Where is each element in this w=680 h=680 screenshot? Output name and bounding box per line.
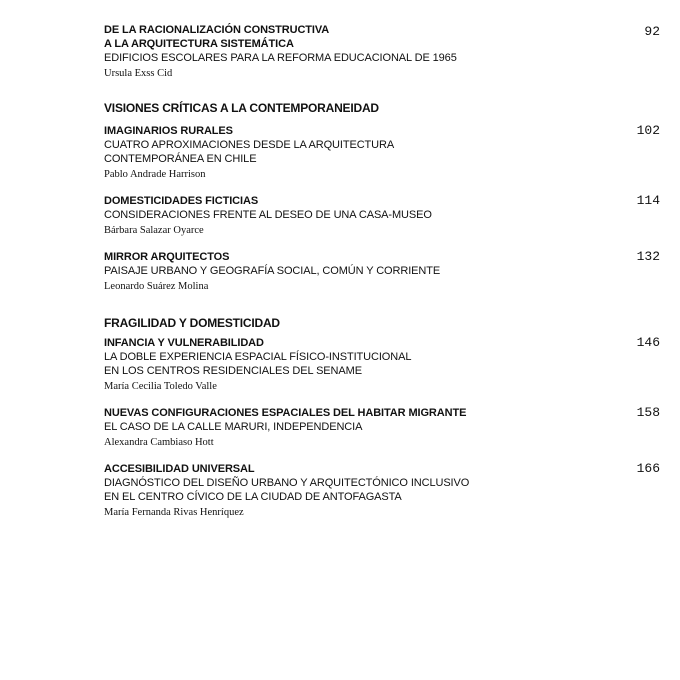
- entry-title: MIRROR ARQUITECTOS: [104, 251, 230, 263]
- entry-page-number: 102: [636, 123, 660, 138]
- entry-author: Bárbara Salazar Oyarce: [104, 225, 204, 236]
- entry-subtitle: EDIFICIOS ESCOLARES PARA LA REFORMA EDUCACIONAL DE 1965: [104, 52, 457, 64]
- entry-subtitle: PAISAJE URBANO Y GEOGRAFÍA SOCIAL, COMÚN Y CORRIENTE: [104, 265, 441, 277]
- section-heading: FRAGILIDAD Y DOMESTICIDAD: [104, 316, 280, 330]
- toc-entry[interactable]: [104, 461, 660, 520]
- toc-entry[interactable]: [104, 193, 660, 238]
- toc-entry[interactable]: [104, 405, 660, 450]
- entry-title: DOMESTICIDADES FICTICIAS: [104, 195, 259, 207]
- entry-subtitle: DIAGNÓSTICO DEL DISEÑO URBANO Y ARQUITECTÓNICO INCLUSIVO EN EL CENTRO CÍVICO DE LA CIUDAD DE ANTOFAGASTA: [104, 477, 470, 503]
- entry-subtitle: EL CASO DE LA CALLE MARURI, INDEPENDENCIA: [104, 421, 363, 433]
- toc-entry[interactable]: [104, 123, 660, 182]
- toc-entry[interactable]: [104, 249, 660, 294]
- entry-author: Leonardo Suárez Molina: [104, 281, 209, 292]
- entry-title: NUEVAS CONFIGURACIONES ESPACIALES DEL HABITAR MIGRANTE: [104, 407, 467, 419]
- toc-entry[interactable]: [104, 23, 660, 81]
- entry-title: ACCESIBILIDAD UNIVERSAL: [104, 463, 255, 475]
- entry-title: INFANCIA Y VULNERABILIDAD: [104, 337, 264, 349]
- entry-author: Ursula Exss Cid: [104, 68, 173, 79]
- entry-subtitle: CUATRO APROXIMACIONES DESDE LA ARQUITECTURA CONTEMPORÁNEA EN CHILE: [104, 139, 395, 165]
- entry-author: Pablo Andrade Harrison: [104, 169, 206, 180]
- entry-title: DE LA RACIONALIZACIÓN CONSTRUCTIVA A LA ARQUITECTURA SISTEMÁTICA: [104, 24, 330, 50]
- entry-page-number: 166: [636, 461, 660, 476]
- entry-page-number: 92: [644, 24, 660, 39]
- entry-title: IMAGINARIOS RURALES: [104, 125, 233, 137]
- entry-page-number: 114: [636, 193, 660, 208]
- entry-author: Alexandra Cambiaso Hott: [104, 437, 214, 448]
- entry-subtitle: CONSIDERACIONES FRENTE AL DESEO DE UNA CASA-MUSEO: [104, 209, 432, 221]
- entry-page-number: 158: [636, 405, 660, 420]
- entry-subtitle: LA DOBLE EXPERIENCIA ESPACIAL FÍSICO-INSTITUCIONAL EN LOS CENTROS RESIDENCIALES DEL SENAME: [104, 351, 412, 377]
- entry-page-number: 132: [636, 249, 660, 264]
- toc-entry[interactable]: [104, 335, 660, 394]
- entry-author: María Fernanda Rivas Henríquez: [104, 507, 244, 518]
- entry-author: María Cecilia Toledo Valle: [104, 381, 217, 392]
- section-heading: VISIONES CRÍTICAS A LA CONTEMPORANEIDAD: [104, 101, 379, 115]
- entry-page-number: 146: [636, 335, 660, 350]
